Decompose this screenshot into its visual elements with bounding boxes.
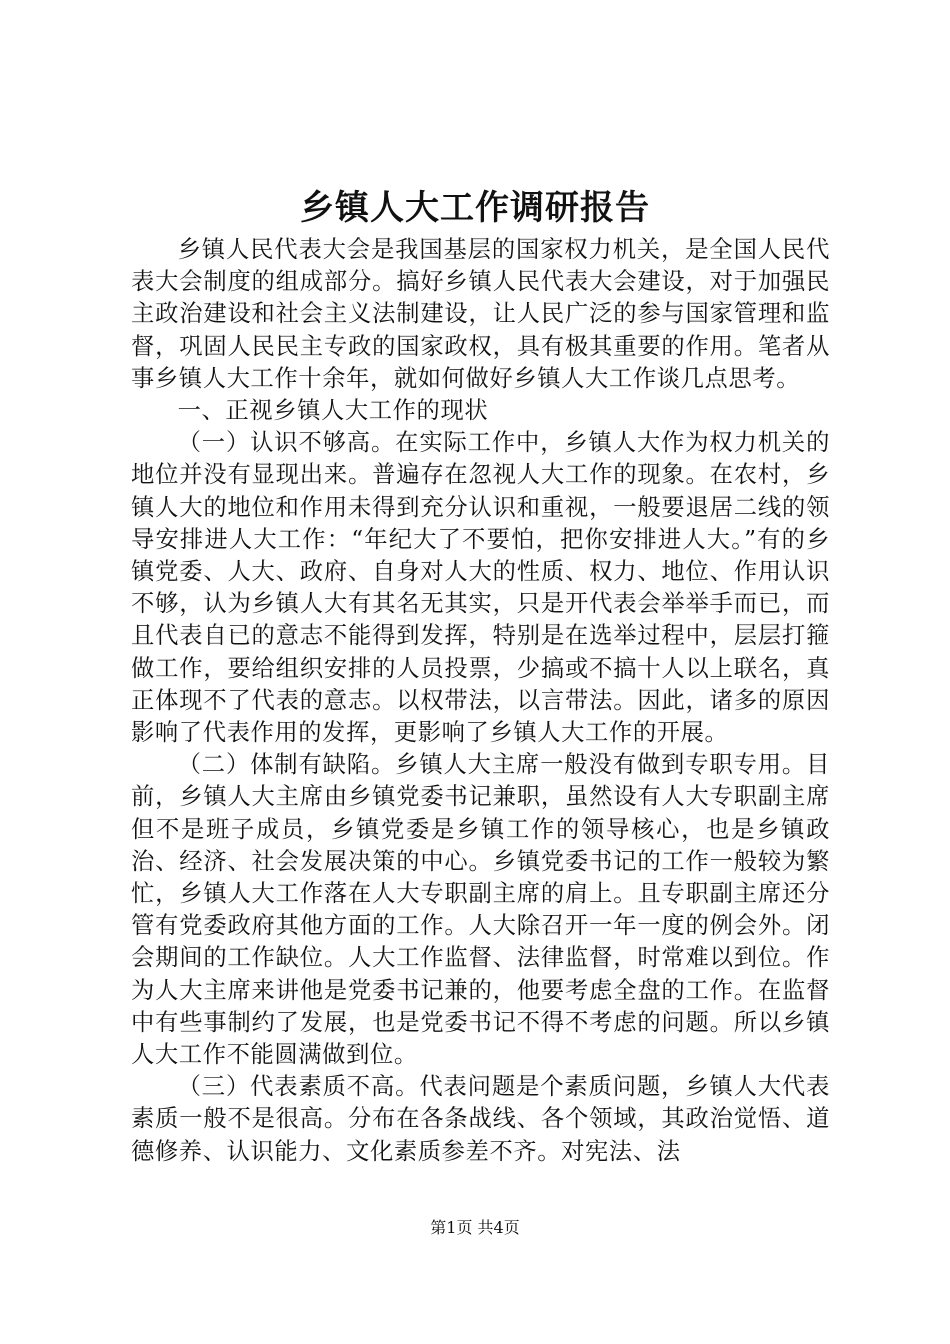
section-heading-1: 一、正视乡镇人大工作的现状 xyxy=(177,397,489,425)
paragraph-intro: 乡镇人民代表大会是我国基层的国家权力机关，是全国人民代表大会制度的组成部分。搞好乡镇人民代表大会建设，对于加强民主政治建设和社会主义法制建设，让人民广泛的参与国家管理和监督，巩固人民民主专政的国家政权，具有极其重要的作用。笔者从事乡镇人大工作十余年，就如何做好乡镇人大工作谈几点思考。 xyxy=(131,236,830,392)
page-footer: 第1页 共4页 xyxy=(430,1218,520,1237)
document-title: 乡镇人大工作调研报告 xyxy=(300,188,650,228)
paragraph-point-2: （二）体制有缺陷。乡镇人大主席一般没有做到专职专用。目前，乡镇人大主席由乡镇党委书记兼职，虽然设有人大专职副主席但不是班子成员，乡镇党委是乡镇工作的领导核心，也是乡镇政治、经济、社会发展决策的中心。乡镇党委书记的工作一般较为繁忙，乡镇人大工作落在人大专职副主席的肩上。且专职副主席还分管有党委政府其他方面的工作。人大除召开一年一度的例会外。闭会期间的工作缺位。人大工作监督、法律监督，时常难以到位。作为人大主席来讲他是党委书记兼的，他要考虑全盘的工作。在监督中有些事制约了发展，也是党委书记不得不考虑的问题。所以乡镇人大工作不能圆满做到位。 xyxy=(131,751,830,1069)
document-body xyxy=(131,234,830,1168)
paragraph-point-3: （三）代表素质不高。代表问题是个素质问题，乡镇人大代表素质一般不是很高。分布在各条战线、各个领域，其政治觉悟、道德修养、认识能力、文化素质参差不齐。对宪法、法 xyxy=(131,1073,830,1165)
paragraph-point-1: （一）认识不够高。在实际工作中，乡镇人大作为权力机关的地位并没有显现出来。普遍存在忽视人大工作的现象。在农村，乡镇人大的地位和作用未得到充分认识和重视，一般要退居二线的领导安排进人大工作：“年纪大了不要怕，把你安排进人大。”有的乡镇党委、人大、政府、自身对人大的性质、权力、地位、作用认识不够，认为乡镇人大有其名无其实，只是开代表会举举手而已，而且代表自已的意志不能得到发挥，特别是在选举过程中，层层打箍做工作，要给组织安排的人员投票，少搞或不搞十人以上联名，真正体现不了代表的意志。以权带法，以言带法。因此，诸多的原因影响了代表作用的发挥，更影响了乡镇人大工作的开展。 xyxy=(131,429,830,747)
